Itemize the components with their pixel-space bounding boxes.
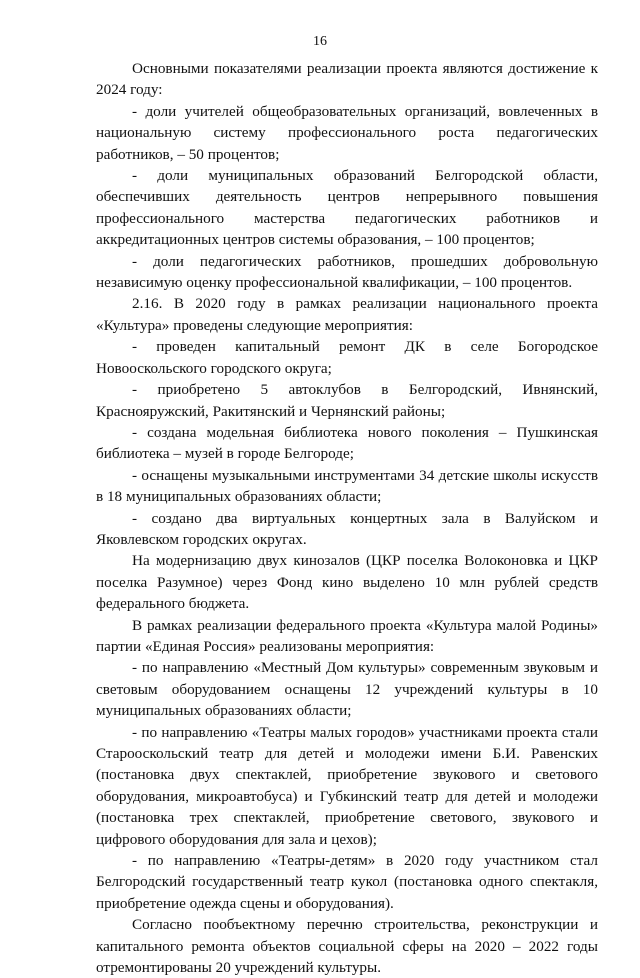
paragraph-virtual-halls: - создано два виртуальных концертных зала в Валуйском и Яковлевском городских округах. — [96, 509, 598, 548]
paragraph-small-motherland: В рамках реализации федерального проекта «Культура малой Родины» партии «Единая Россия» реализованы мероприятия: — [96, 616, 598, 655]
paragraph-dk-repair: - проведен капитальный ремонт ДК в селе Богородское Новооскольского городского округа; — [96, 338, 598, 377]
page-number: 16 — [313, 34, 327, 49]
paragraph-teachers-share: - доли учителей общеобразовательных организаций, вовлеченных в национальную систему профессионального роста педагогических работников, – 50 процентов; — [96, 102, 598, 163]
paragraph-small-town-theatres: - по направлению «Театры малых городов» участниками проекта стали Старооскольский театр для детей и молодежи имени Б.И. Равенских (постановка двух спектаклей, приобретение звукового и светового оборудования, микроавтобуса) и Губкинский театр для детей и молодежи (постановка трех спектаклей, приобретение светового, звукового и цифрового оборудования для зала и цехов); — [96, 723, 598, 848]
paragraph-model-library: - создана модельная библиотека нового поколения – Пушкинская библиотека – музей в городе Белгороде; — [96, 423, 598, 463]
paragraph-construction-list: Согласно пообъектному перечню строительства, реконструкции и капитального ремонта объектов социальной сферы на 2020 – 2022 годы отремонтированы 20 учреждений культуры. — [96, 916, 598, 977]
paragraph-music-schools: - оснащены музыкальными инструментами 34 детские школы искусств в 18 муниципальных образованиях области; — [96, 466, 598, 506]
paragraph-autoclubs: - приобретено 5 автоклубов в Белгородский, Ивнянский, Краснояружский, Ракитянский и Чернянский районы; — [96, 381, 598, 420]
paragraph-cinemas: На модернизацию двух кинозалов (ЦКР поселка Волоконовка и ЦКР поселка Разумное) через Фонд кино выделено 10 млн рублей средств федерального бюджета. — [96, 552, 598, 613]
paragraph-theatres-for-children: - по направлению «Театры-детям» в 2020 году участником стал Белгородский государственный театр кукол (постановка одного спектакля, приобретение одежда сцены и оборудования). — [96, 852, 598, 912]
paragraph-municipalities-share: - доли муниципальных образований Белгородской области, обеспечивших деятельность центров непрерывного повышения профессионального мастерства педагогических работников и аккредитационных центров системы образования, – 100 процентов; — [96, 167, 598, 249]
paragraph-local-house-of-culture: - по направлению «Местный Дом культуры» современным звуковым и световым оборудованием оснащены 12 учреждений культуры в 10 муниципальных образованиях области; — [96, 659, 598, 720]
document-body — [96, 58, 598, 978]
paragraph-indicators-intro: Основными показателями реализации проекта являются достижение к 2024 году: — [96, 60, 598, 99]
paragraph-qualification-share: - доли педагогических работников, прошедших добровольную независимую оценку профессиональной квалификации, – 100 процентов. — [96, 252, 598, 292]
paragraph-section-2-16: 2.16. В 2020 году в рамках реализации национального проекта «Культура» проведены следующие мероприятия: — [96, 295, 598, 334]
